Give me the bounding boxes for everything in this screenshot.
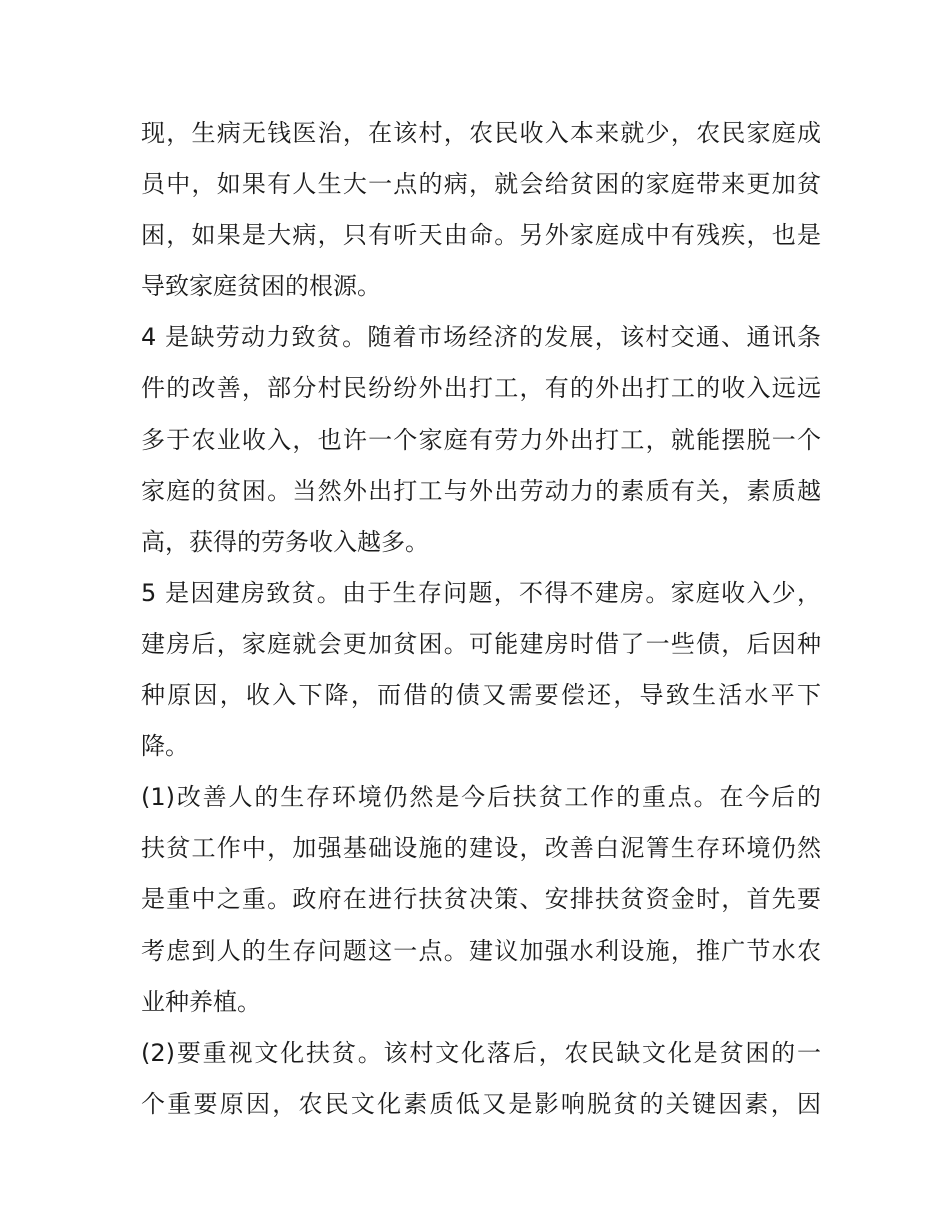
text-line: 扶贫工作中，加强基础设施的建设，改善白泥箐生存环境仍然 (141, 834, 821, 863)
text-line: 困，如果是大病，只有听天由命。另外家庭成中有残疾，也是 (141, 221, 821, 250)
paragraph-living-environment (141, 772, 821, 1027)
text-line: 种原因，收入下降，而借的债又需要偿还，导致生活水平下 (141, 681, 821, 710)
text-line: (1)改善人的生存环境仍然是今后扶贫工作的重点。在今后的 (141, 783, 821, 812)
text-line: 个重要原因，农民文化素质低又是影响脱贫的关键因素，因 (141, 1089, 821, 1118)
text-line: 是重中之重。政府在进行扶贫决策、安排扶贫资金时，首先要 (141, 885, 821, 914)
text-line: 降。 (141, 732, 189, 761)
text-line: 家庭的贫困。当然外出打工与外出劳动力的素质有关，素质越 (141, 476, 821, 505)
text-line: 员中，如果有人生大一点的病，就会给贫困的家庭带来更加贫 (141, 170, 821, 199)
document-body (141, 108, 821, 1130)
text-line: (2)要重视文化扶贫。该村文化落后，农民缺文化是贫困的一 (141, 1038, 821, 1067)
text-line: 业种养植。 (141, 987, 261, 1016)
paragraph-house-building (141, 568, 821, 772)
paragraph-illness-poverty (141, 108, 821, 312)
text-line: 导致家庭贫困的根源。 (141, 272, 381, 301)
text-line: 多于农业收入，也许一个家庭有劳力外出打工，就能摆脱一个 (141, 425, 821, 454)
text-line: 4 是缺劳动力致贫。随着市场经济的发展，该村交通、通讯条 (141, 323, 821, 352)
text-line: 件的改善，部分村民纷纷外出打工，有的外出打工的收入远远 (141, 374, 821, 403)
paragraph-cultural-poverty (141, 1028, 821, 1130)
text-line: 考虑到人的生存问题这一点。建议加强水利设施，推广节水农 (141, 936, 821, 965)
text-line: 5 是因建房致贫。由于生存问题，不得不建房。家庭收入少， (141, 578, 821, 607)
text-line: 现，生病无钱医治，在该村，农民收入本来就少，农民家庭成 (141, 119, 821, 147)
text-line: 高，获得的劳务收入越多。 (141, 527, 429, 556)
paragraph-labor-shortage (141, 312, 821, 567)
text-line: 建房后，家庭就会更加贫困。可能建房时借了一些债，后因种 (141, 629, 821, 658)
